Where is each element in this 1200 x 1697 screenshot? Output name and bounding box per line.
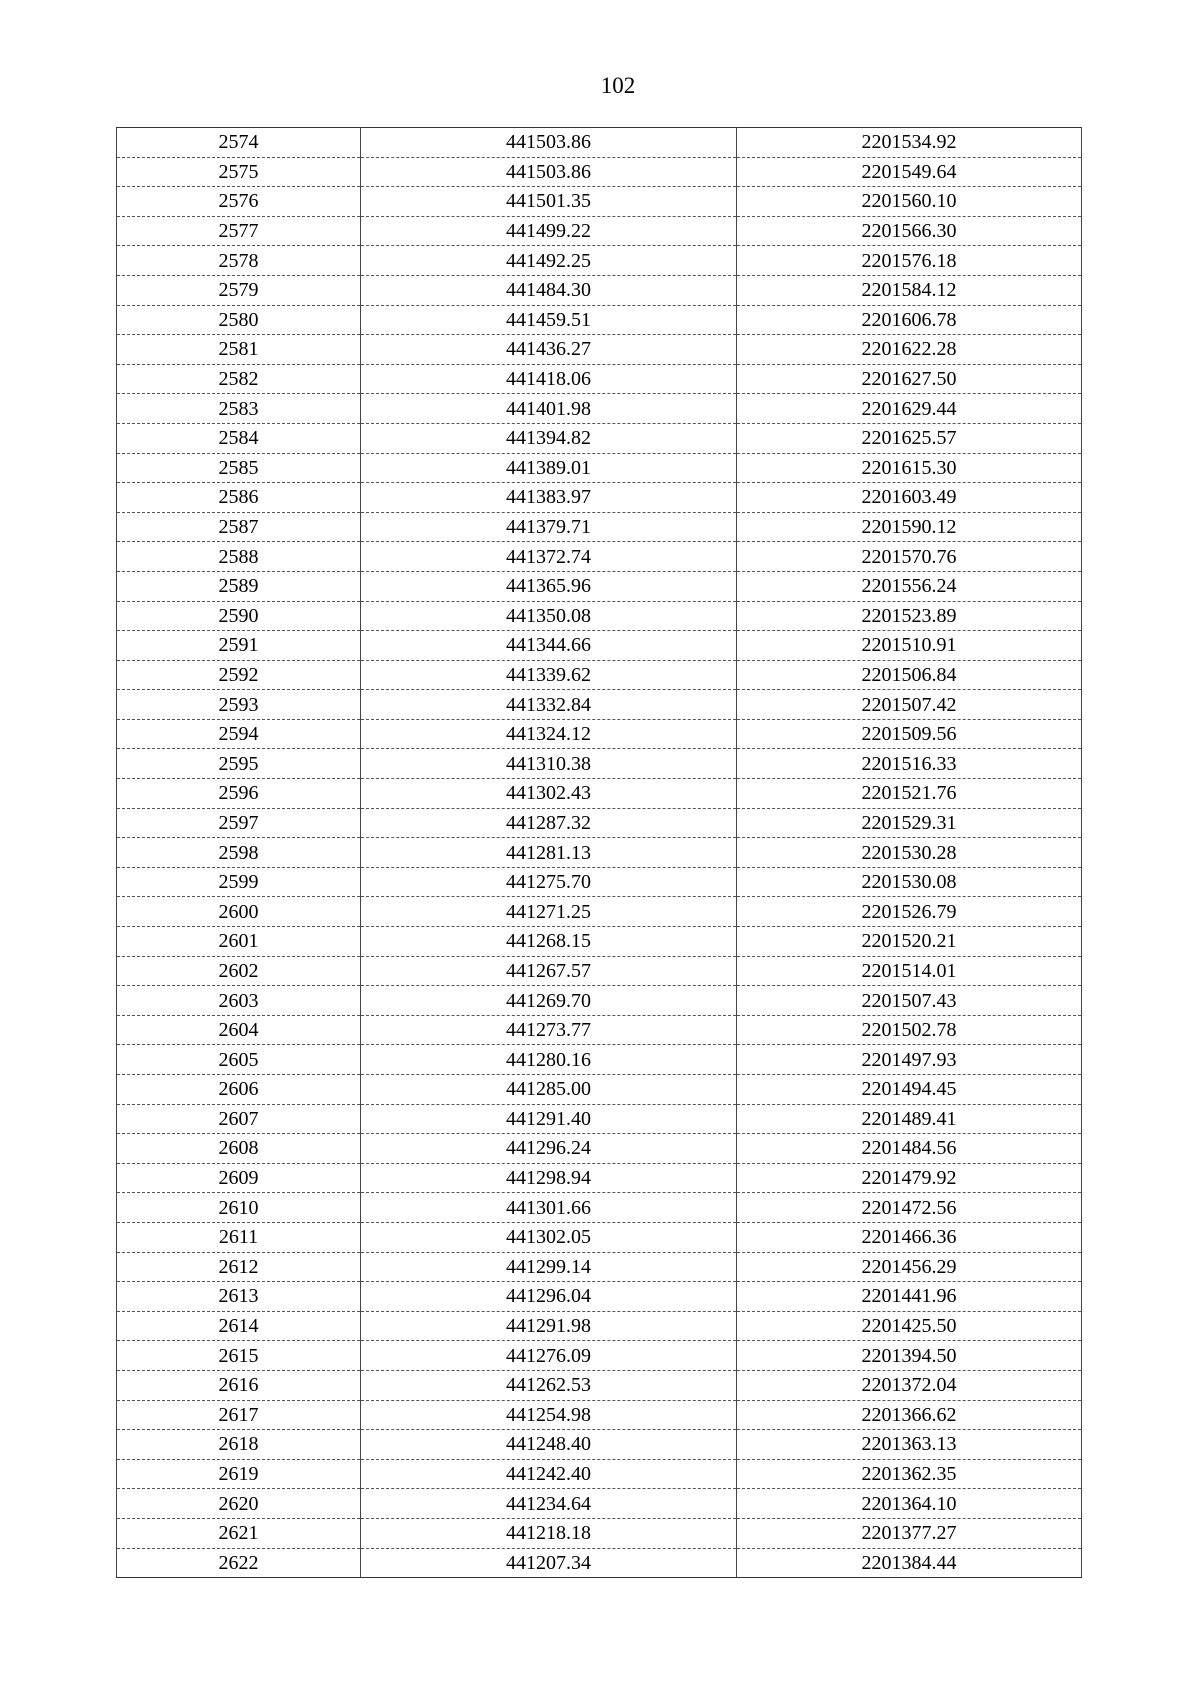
y-coordinate-cell: 2201472.56: [737, 1193, 1082, 1223]
point-number-cell: 2584: [117, 423, 361, 453]
point-number-cell: 2602: [117, 956, 361, 986]
x-coordinate-cell: 441383.97: [361, 483, 737, 513]
x-coordinate-cell: 441287.32: [361, 808, 737, 838]
x-coordinate-cell: 441242.40: [361, 1459, 737, 1489]
x-coordinate-cell: 441275.70: [361, 867, 737, 897]
x-coordinate-cell: 441262.53: [361, 1370, 737, 1400]
table-row: [117, 483, 1082, 513]
table-row: [117, 1193, 1082, 1223]
x-coordinate-cell: 441302.43: [361, 779, 737, 809]
point-number-cell: 2582: [117, 364, 361, 394]
y-coordinate-cell: 2201507.42: [737, 690, 1082, 720]
x-coordinate-cell: 441379.71: [361, 512, 737, 542]
x-coordinate-cell: 441499.22: [361, 216, 737, 246]
point-number-cell: 2613: [117, 1282, 361, 1312]
table-row: [117, 1282, 1082, 1312]
y-coordinate-cell: 2201603.49: [737, 483, 1082, 513]
y-coordinate-cell: 2201384.44: [737, 1548, 1082, 1578]
y-coordinate-cell: 2201530.28: [737, 838, 1082, 868]
y-coordinate-cell: 2201534.92: [737, 128, 1082, 158]
x-coordinate-cell: 441281.13: [361, 838, 737, 868]
y-coordinate-cell: 2201506.84: [737, 660, 1082, 690]
y-coordinate-cell: 2201362.35: [737, 1459, 1082, 1489]
x-coordinate-cell: 441248.40: [361, 1430, 737, 1460]
table-row: [117, 660, 1082, 690]
point-number-cell: 2597: [117, 808, 361, 838]
y-coordinate-cell: 2201549.64: [737, 157, 1082, 187]
table-row: [117, 719, 1082, 749]
point-number-cell: 2589: [117, 571, 361, 601]
x-coordinate-cell: 441350.08: [361, 601, 737, 631]
point-number-cell: 2578: [117, 246, 361, 276]
point-number-cell: 2600: [117, 897, 361, 927]
y-coordinate-cell: 2201615.30: [737, 453, 1082, 483]
table-row: [117, 335, 1082, 365]
table-row: [117, 305, 1082, 335]
table-row: [117, 601, 1082, 631]
coordinates-table-body: [117, 128, 1082, 1578]
table-row: [117, 1045, 1082, 1075]
y-coordinate-cell: 2201514.01: [737, 956, 1082, 986]
table-row: [117, 1015, 1082, 1045]
point-number-cell: 2611: [117, 1222, 361, 1252]
y-coordinate-cell: 2201502.78: [737, 1015, 1082, 1045]
y-coordinate-cell: 2201584.12: [737, 275, 1082, 305]
table-row: [117, 1430, 1082, 1460]
point-number-cell: 2580: [117, 305, 361, 335]
x-coordinate-cell: 441254.98: [361, 1400, 737, 1430]
table-row: [117, 779, 1082, 809]
y-coordinate-cell: 2201364.10: [737, 1489, 1082, 1519]
point-number-cell: 2607: [117, 1104, 361, 1134]
x-coordinate-cell: 441271.25: [361, 897, 737, 927]
point-number-cell: 2612: [117, 1252, 361, 1282]
x-coordinate-cell: 441501.35: [361, 187, 737, 217]
table-row: [117, 1548, 1082, 1578]
point-number-cell: 2605: [117, 1045, 361, 1075]
y-coordinate-cell: 2201590.12: [737, 512, 1082, 542]
y-coordinate-cell: 2201521.76: [737, 779, 1082, 809]
point-number-cell: 2620: [117, 1489, 361, 1519]
x-coordinate-cell: 441332.84: [361, 690, 737, 720]
y-coordinate-cell: 2201529.31: [737, 808, 1082, 838]
x-coordinate-cell: 441394.82: [361, 423, 737, 453]
x-coordinate-cell: 441310.38: [361, 749, 737, 779]
x-coordinate-cell: 441339.62: [361, 660, 737, 690]
y-coordinate-cell: 2201366.62: [737, 1400, 1082, 1430]
x-coordinate-cell: 441280.16: [361, 1045, 737, 1075]
x-coordinate-cell: 441484.30: [361, 275, 737, 305]
y-coordinate-cell: 2201456.29: [737, 1252, 1082, 1282]
table-row: [117, 631, 1082, 661]
table-row: [117, 1222, 1082, 1252]
table-row: [117, 394, 1082, 424]
point-number-cell: 2577: [117, 216, 361, 246]
x-coordinate-cell: 441276.09: [361, 1341, 737, 1371]
x-coordinate-cell: 441372.74: [361, 542, 737, 572]
table-row: [117, 1311, 1082, 1341]
y-coordinate-cell: 2201629.44: [737, 394, 1082, 424]
y-coordinate-cell: 2201526.79: [737, 897, 1082, 927]
point-number-cell: 2595: [117, 749, 361, 779]
x-coordinate-cell: 441296.04: [361, 1282, 737, 1312]
x-coordinate-cell: 441273.77: [361, 1015, 737, 1045]
x-coordinate-cell: 441324.12: [361, 719, 737, 749]
table-row: [117, 1134, 1082, 1164]
point-number-cell: 2590: [117, 601, 361, 631]
y-coordinate-cell: 2201523.89: [737, 601, 1082, 631]
y-coordinate-cell: 2201363.13: [737, 1430, 1082, 1460]
x-coordinate-cell: 441268.15: [361, 927, 737, 957]
table-row: [117, 453, 1082, 483]
point-number-cell: 2610: [117, 1193, 361, 1223]
table-row: [117, 275, 1082, 305]
point-number-cell: 2619: [117, 1459, 361, 1489]
table-row: [117, 1489, 1082, 1519]
x-coordinate-cell: 441234.64: [361, 1489, 737, 1519]
y-coordinate-cell: 2201377.27: [737, 1518, 1082, 1548]
point-number-cell: 2583: [117, 394, 361, 424]
y-coordinate-cell: 2201479.92: [737, 1163, 1082, 1193]
table-row: [117, 1370, 1082, 1400]
y-coordinate-cell: 2201507.43: [737, 986, 1082, 1016]
y-coordinate-cell: 2201566.30: [737, 216, 1082, 246]
y-coordinate-cell: 2201372.04: [737, 1370, 1082, 1400]
table-row: [117, 128, 1082, 158]
x-coordinate-cell: 441301.66: [361, 1193, 737, 1223]
y-coordinate-cell: 2201570.76: [737, 542, 1082, 572]
point-number-cell: 2614: [117, 1311, 361, 1341]
point-number-cell: 2576: [117, 187, 361, 217]
point-number-cell: 2581: [117, 335, 361, 365]
table-row: [117, 512, 1082, 542]
y-coordinate-cell: 2201425.50: [737, 1311, 1082, 1341]
x-coordinate-cell: 441459.51: [361, 305, 737, 335]
table-row: [117, 690, 1082, 720]
x-coordinate-cell: 441389.01: [361, 453, 737, 483]
y-coordinate-cell: 2201494.45: [737, 1075, 1082, 1105]
point-number-cell: 2585: [117, 453, 361, 483]
x-coordinate-cell: 441291.40: [361, 1104, 737, 1134]
x-coordinate-cell: 441285.00: [361, 1075, 737, 1105]
page-number: 102: [600, 73, 636, 98]
point-number-cell: 2579: [117, 275, 361, 305]
point-number-cell: 2587: [117, 512, 361, 542]
table-row: [117, 897, 1082, 927]
point-number-cell: 2606: [117, 1075, 361, 1105]
x-coordinate-cell: 441269.70: [361, 986, 737, 1016]
point-number-cell: 2608: [117, 1134, 361, 1164]
table-row: [117, 1341, 1082, 1371]
point-number-cell: 2618: [117, 1430, 361, 1460]
y-coordinate-cell: 2201625.57: [737, 423, 1082, 453]
point-number-cell: 2586: [117, 483, 361, 513]
table-row: [117, 808, 1082, 838]
table-row: [117, 364, 1082, 394]
y-coordinate-cell: 2201466.36: [737, 1222, 1082, 1252]
x-coordinate-cell: 441418.06: [361, 364, 737, 394]
table-row: [117, 1518, 1082, 1548]
y-coordinate-cell: 2201441.96: [737, 1282, 1082, 1312]
point-number-cell: 2588: [117, 542, 361, 572]
x-coordinate-cell: 441401.98: [361, 394, 737, 424]
y-coordinate-cell: 2201510.91: [737, 631, 1082, 661]
y-coordinate-cell: 2201530.08: [737, 867, 1082, 897]
table-row: [117, 1104, 1082, 1134]
y-coordinate-cell: 2201520.21: [737, 927, 1082, 957]
point-number-cell: 2598: [117, 838, 361, 868]
point-number-cell: 2615: [117, 1341, 361, 1371]
table-row: [117, 1252, 1082, 1282]
x-coordinate-cell: 441302.05: [361, 1222, 737, 1252]
table-row: [117, 1075, 1082, 1105]
point-number-cell: 2593: [117, 690, 361, 720]
point-number-cell: 2591: [117, 631, 361, 661]
point-number-cell: 2601: [117, 927, 361, 957]
x-coordinate-cell: 441492.25: [361, 246, 737, 276]
x-coordinate-cell: 441503.86: [361, 128, 737, 158]
table-row: [117, 157, 1082, 187]
table-row: [117, 542, 1082, 572]
point-number-cell: 2616: [117, 1370, 361, 1400]
table-row: [117, 986, 1082, 1016]
point-number-cell: 2592: [117, 660, 361, 690]
table-row: [117, 867, 1082, 897]
y-coordinate-cell: 2201489.41: [737, 1104, 1082, 1134]
y-coordinate-cell: 2201622.28: [737, 335, 1082, 365]
x-coordinate-cell: 441365.96: [361, 571, 737, 601]
point-number-cell: 2621: [117, 1518, 361, 1548]
y-coordinate-cell: 2201560.10: [737, 187, 1082, 217]
x-coordinate-cell: 441291.98: [361, 1311, 737, 1341]
y-coordinate-cell: 2201394.50: [737, 1341, 1082, 1371]
x-coordinate-cell: 441218.18: [361, 1518, 737, 1548]
table-row: [117, 1459, 1082, 1489]
table-row: [117, 423, 1082, 453]
point-number-cell: 2603: [117, 986, 361, 1016]
point-number-cell: 2599: [117, 867, 361, 897]
point-number-cell: 2604: [117, 1015, 361, 1045]
table-row: [117, 956, 1082, 986]
x-coordinate-cell: 441207.34: [361, 1548, 737, 1578]
point-number-cell: 2617: [117, 1400, 361, 1430]
y-coordinate-cell: 2201516.33: [737, 749, 1082, 779]
y-coordinate-cell: 2201576.18: [737, 246, 1082, 276]
x-coordinate-cell: 441267.57: [361, 956, 737, 986]
point-number-cell: 2609: [117, 1163, 361, 1193]
y-coordinate-cell: 2201627.50: [737, 364, 1082, 394]
table-row: [117, 187, 1082, 217]
table-row: [117, 1163, 1082, 1193]
x-coordinate-cell: 441296.24: [361, 1134, 737, 1164]
table-row: [117, 571, 1082, 601]
point-number-cell: 2574: [117, 128, 361, 158]
table-row: [117, 838, 1082, 868]
coordinates-table: [116, 127, 1082, 1578]
table-row: [117, 216, 1082, 246]
x-coordinate-cell: 441436.27: [361, 335, 737, 365]
x-coordinate-cell: 441298.94: [361, 1163, 737, 1193]
x-coordinate-cell: 441503.86: [361, 157, 737, 187]
y-coordinate-cell: 2201509.56: [737, 719, 1082, 749]
point-number-cell: 2594: [117, 719, 361, 749]
y-coordinate-cell: 2201484.56: [737, 1134, 1082, 1164]
table-row: [117, 246, 1082, 276]
table-row: [117, 1400, 1082, 1430]
x-coordinate-cell: 441299.14: [361, 1252, 737, 1282]
y-coordinate-cell: 2201606.78: [737, 305, 1082, 335]
point-number-cell: 2575: [117, 157, 361, 187]
y-coordinate-cell: 2201497.93: [737, 1045, 1082, 1075]
point-number-cell: 2596: [117, 779, 361, 809]
table-row: [117, 749, 1082, 779]
y-coordinate-cell: 2201556.24: [737, 571, 1082, 601]
point-number-cell: 2622: [117, 1548, 361, 1578]
x-coordinate-cell: 441344.66: [361, 631, 737, 661]
table-row: [117, 927, 1082, 957]
